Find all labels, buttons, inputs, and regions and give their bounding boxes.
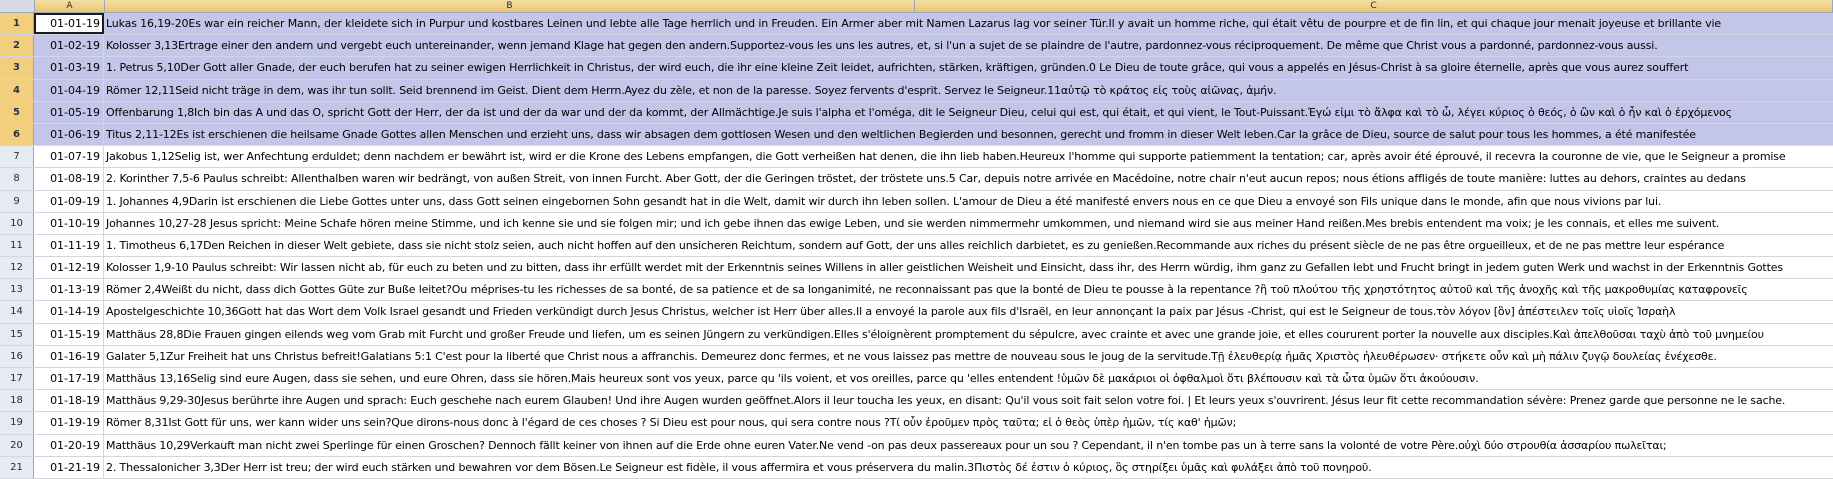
- column-header-row: [0, 0, 1833, 13]
- row-header[interactable]: 19: [0, 412, 34, 433]
- row-header[interactable]: 10: [0, 213, 34, 234]
- verse-text-cell[interactable]: 2. Korinther 7,5-6 Paulus schreibt: Allenthalben waren wir bedrängt, von außen Streit, von innen Furcht. Aber Gott, der die Geringen tröstet, der tröstete uns.5 Car, depuis notre arrivée en Macédoine, notre chair n'eut aucun repos; nous étions affligés de toute manière: luttes au dehors, craintes au dedans: [106, 172, 1746, 186]
- date-cell[interactable]: 01-17-19: [34, 368, 104, 389]
- date-cell[interactable]: 01-11-19: [34, 235, 104, 256]
- row-header[interactable]: 21: [0, 457, 34, 478]
- verse-text-cell[interactable]: Kolosser 1,9-10 Paulus schreibt: Wir lassen nicht ab, für euch zu beten und zu bitten, dass ihr erfüllt werdet mit der Erkenntnis seines Willens in aller geistlichen Weisheit und Einsicht, dass ihr, des Herrn würdig, ihm ganz zu Gefallen lebt und Frucht bringt in jedem guten Werk und wachst in der Erkenntnis Gottes: [106, 261, 1783, 275]
- verse-text-cell[interactable]: Matthäus 13,16Selig sind eure Augen, dass sie sehen, und eure Ohren, dass sie hören.Mais heureux sont vos yeux, parce qu 'ils voient, et vos oreilles, parce qu 'elles entendent !ὑμῶν δὲ μακάριοι οἱ ὀφθαλμοὶ ὅτι βλέπουσιν καὶ τὰ ὦτα ὑμῶν ὅτι ἀκούουσιν.: [106, 372, 1479, 385]
- table-row: [0, 168, 1833, 190]
- column-header-b[interactable]: B: [105, 0, 915, 12]
- date-cell[interactable]: 01-16-19: [34, 346, 104, 367]
- row-header[interactable]: 15: [0, 324, 34, 345]
- select-all-corner[interactable]: [0, 0, 35, 12]
- row-header[interactable]: 20: [0, 435, 34, 456]
- date-cell[interactable]: 01-21-19: [34, 457, 104, 478]
- table-row: [0, 435, 1833, 457]
- verse-text-cell[interactable]: Matthäus 28,8Die Frauen gingen eilends weg vom Grab mit Furcht und großer Freude und liefen, um es seinen Jüngern zu verkündigen.Elles s'éloignèrent promptement du sépulcre, avec crainte et avec une grande joie, et elles coururent porter la nouvelle aux disciples.Καὶ ἀπελθοῦσαι ταχὺ ἀπὸ τοῦ μνημείου: [106, 327, 1764, 341]
- table-row: [0, 57, 1833, 79]
- date-cell[interactable]: 01-01-19: [34, 13, 104, 34]
- rows-container: [0, 13, 1833, 479]
- table-row: [0, 368, 1833, 390]
- date-cell[interactable]: 01-18-19: [34, 390, 104, 411]
- date-cell[interactable]: 01-20-19: [34, 435, 104, 456]
- table-row: [0, 146, 1833, 168]
- verse-text-cell[interactable]: Matthäus 9,29-30Jesus berührte ihre Augen und sprach: Euch geschehe nach eurem Glauben! Und ihre Augen wurden geöffnet.Alors il leur toucha les yeux, en disant: Qu'il vous soit fait selon votre foi. | Et leurs yeux s'ouvrirent. Jésus leur fit cette recommandation sévère: Prenez garde que personne ne le sache.: [106, 394, 1786, 408]
- row-header[interactable]: 7: [0, 146, 34, 167]
- verse-text-cell[interactable]: Römer 12,11Seid nicht träge in dem, was ihr tun sollt. Seid brennend im Geist. Dient dem Herrn.Ayez du zèle, et non de la paresse. Soyez fervents d'esprit. Servez le Seigneur.11αὐτῷ τὸ κράτος εἰς τοὺς αἰῶνας, ἀμήν.: [104, 80, 1833, 101]
- verse-text-cell[interactable]: 1. Petrus 5,10Der Gott aller Gnade, der euch berufen hat zu seiner ewigen Herrlichkeit in Christus, der wird euch, die ihr eine kleine Zeit leidet, aufrichten, stärken, kräftigen, gründen.0 Le Dieu de toute grâce, qui vous a appelés en Jésus-Christ à sa gloire éternelle, après que vous aurez souffert: [104, 57, 1833, 78]
- row-header[interactable]: 17: [0, 368, 34, 389]
- verse-text-cell[interactable]: Johannes 10,27-28 Jesus spricht: Meine Schafe hören meine Stimme, und ich kenne sie und sie folgen mir; und ich gebe ihnen das ewige Leben, und sie werden nimmermehr umkommen, und niemand wird sie aus meiner Hand reißen.Mes brebis entendent ma voix; je les connais, et elles me suivent.: [106, 216, 1720, 230]
- row-header[interactable]: 3: [0, 57, 34, 78]
- verse-text-cell[interactable]: 2. Thessalonicher 3,3Der Herr ist treu; der wird euch stärken und bewahren vor dem Bösen.Le Seigneur est fidèle, il vous affermira et vous préservera du malin.3Πιστὸς δέ ἐστιν ὁ κύριος, ὃς στηρίξει ὑμᾶς καὶ φυλάξει ἀπὸ τοῦ πονηροῦ.: [106, 460, 1372, 474]
- date-cell[interactable]: 01-06-19: [34, 124, 104, 145]
- verse-text-cell[interactable]: 1. Johannes 4,9Darin ist erschienen die Liebe Gottes unter uns, dass Gott seinen eingebornen Sohn gesandt hat in die Welt, damit wir durch ihn leben sollen. L'amour de Dieu a été manifesté envers nous en ce que Dieu a envoyé son Fils unique dans le monde, afin que nous vivions par lui.: [106, 194, 1662, 208]
- row-header[interactable]: 6: [0, 124, 34, 145]
- table-row: [0, 279, 1833, 301]
- table-row: [0, 35, 1833, 57]
- table-row: [0, 301, 1833, 323]
- column-header-c[interactable]: C: [915, 0, 1833, 12]
- row-header[interactable]: 8: [0, 168, 34, 189]
- table-row: [0, 412, 1833, 434]
- table-row: [0, 257, 1833, 279]
- verse-text-cell[interactable]: Offenbarung 1,8Ich bin das A und das O, spricht Gott der Herr, der da ist und der da war und der da kommt, der Allmächtige.Je suis l'alpha et l'oméga, dit le Seigneur Dieu, celui qui est, qui était, et qui vient, le Tout-Puissant.Ἐγώ εἰμι τὸ ἄλφα καὶ τὸ ὦ, λέγει κύριος ὁ θεός, ὁ ὢν καὶ ὁ ἦν καὶ ὁ ἐρχόμενος: [104, 102, 1833, 123]
- verse-text-cell[interactable]: Apostelgeschichte 10,36Gott hat das Wort dem Volk Israel gesandt und Frieden verkündigt durch Jesus Christus, welcher ist Herr über alles.Il a envoyé la parole aux fils d'Israël, en leur annonçant la paix par Jésus -Christ, qui est le Seigneur de tous.τὸν λόγον [ὃν] ἀπέστειλεν τοῖς υἱοῖς Ἰσραὴλ: [106, 305, 1676, 319]
- verse-text-cell[interactable]: Jakobus 1,12Selig ist, wer Anfechtung erduldet; denn nachdem er bewährt ist, wird er die Krone des Lebens empfangen, die Gott verheißen hat denen, die ihn lieb haben.Heureux l'homme qui supporte patiemment la tentation; car, après avoir été éprouvé, il recevra la couronne de vie, que le Seigneur a promise: [106, 150, 1786, 164]
- row-header[interactable]: 1: [0, 13, 34, 34]
- verse-text-cell[interactable]: Galater 5,1Zur Freiheit hat uns Christus befreit!Galatians 5:1 C'est pour la liberté que Christ nous a affranchis. Demeurez donc fermes, et ne vous laissez pas mettre de nouveau sous le joug de la servitude.Τῇ ἐλευθερίᾳ ἡμᾶς Χριστὸς ἠλευθέρωσεν· στήκετε οὖν καὶ μὴ πάλιν ζυγῷ δουλείας ἐνέχεσθε.: [106, 349, 1717, 363]
- verse-text-cell[interactable]: 1. Timotheus 6,17Den Reichen in dieser Welt gebiete, dass sie nicht stolz seien, auch nicht hoffen auf den unsicheren Reichtum, sondern auf Gott, der uns alles reichlich darbietet, es zu genießen.Recommande aux riches du présent siècle de ne pas être orgueilleux, et de ne pas mettre leur espérance: [106, 238, 1725, 252]
- date-cell[interactable]: 01-02-19: [34, 35, 104, 56]
- table-row: [0, 457, 1833, 479]
- table-row: [0, 390, 1833, 412]
- date-cell[interactable]: 01-19-19: [34, 412, 104, 433]
- table-row: [0, 191, 1833, 213]
- date-cell[interactable]: 01-10-19: [34, 213, 104, 234]
- verse-text-cell[interactable]: Römer 8,31Ist Gott für uns, wer kann wider uns sein?Que dirons-nous donc à l'égard de ces choses ? Si Dieu est pour nous, qui sera contre nous ?Τί οὖν ἐροῦμεν πρὸς ταῦτα; εἰ ὁ θεὸς ὑπὲρ ἡμῶν, τίς καθ' ἡμῶν;: [106, 416, 1237, 430]
- date-cell[interactable]: 01-14-19: [34, 301, 104, 322]
- date-cell[interactable]: 01-09-19: [34, 191, 104, 212]
- table-row: [0, 346, 1833, 368]
- date-cell[interactable]: 01-13-19: [34, 279, 104, 300]
- table-row: [0, 124, 1833, 146]
- date-cell[interactable]: 01-12-19: [34, 257, 104, 278]
- date-cell[interactable]: 01-07-19: [34, 146, 104, 167]
- table-row: [0, 13, 1833, 35]
- row-header[interactable]: 14: [0, 301, 34, 322]
- date-cell[interactable]: 01-08-19: [34, 168, 104, 189]
- row-header[interactable]: 2: [0, 35, 34, 56]
- row-header[interactable]: 4: [0, 80, 34, 101]
- row-header[interactable]: 13: [0, 279, 34, 300]
- row-header[interactable]: 11: [0, 235, 34, 256]
- table-row: [0, 102, 1833, 124]
- column-header-a[interactable]: A: [35, 0, 105, 12]
- verse-text-cell[interactable]: Lukas 16,19-20Es war ein reicher Mann, der kleidete sich in Purpur und kostbares Leinen und lebte alle Tage herrlich und in Freuden. Ein Armer aber mit Namen Lazarus lag vor seiner Tür.Il y avait un homme riche, qui était vêtu de pourpre et de fin lin, et qui chaque jour menait joyeuse et brillante vie: [104, 13, 1833, 34]
- date-cell[interactable]: 01-15-19: [34, 324, 104, 345]
- date-cell[interactable]: 01-05-19: [34, 102, 104, 123]
- table-row: [0, 80, 1833, 102]
- table-row: [0, 235, 1833, 257]
- table-row: [0, 324, 1833, 346]
- verse-text-cell[interactable]: Römer 2,4Weißt du nicht, dass dich Gottes Güte zur Buße leitet?Ou méprises-tu les richesses de sa bonté, de sa patience et de sa longanimité, ne reconnaissant pas que la bonté de Dieu te pousse à la repentance ?ἢ τοῦ πλούτου τῆς χρηστότητος αὐτοῦ καὶ τῆς ἀνοχῆς καὶ τῆς μακροθυμίας καταφρονεῖς: [106, 283, 1748, 297]
- date-cell[interactable]: 01-03-19: [34, 57, 104, 78]
- verse-text-cell[interactable]: Kolosser 3,13Ertrage einer den andern und vergebt euch untereinander, wenn jemand Klage hat gegen den andern.Supportez-vous les uns les autres, et, si l'un a sujet de se plaindre de l'autre, pardonnez-vous réciproquement. De même que Christ vous a pardonné, pardonnez-vous aussi.: [104, 35, 1833, 56]
- row-header[interactable]: 12: [0, 257, 34, 278]
- verse-text-cell[interactable]: Titus 2,11-12Es ist erschienen die heilsame Gnade Gottes allen Menschen und erzieht uns, dass wir absagen dem gottlosen Wesen und den weltlichen Begierden und besonnen, gerecht und fromm in dieser Welt leben.Car la grâce de Dieu, source de salut pour tous les hommes, a été manifestée: [104, 124, 1833, 145]
- row-header[interactable]: 16: [0, 346, 34, 367]
- row-header[interactable]: 5: [0, 102, 34, 123]
- row-header[interactable]: 9: [0, 191, 34, 212]
- date-cell[interactable]: 01-04-19: [34, 80, 104, 101]
- row-header[interactable]: 18: [0, 390, 34, 411]
- verse-text-cell[interactable]: Matthäus 10,29Verkauft man nicht zwei Sperlinge für einen Groschen? Dennoch fällt keiner von ihnen auf die Erde ohne euren Vater.Ne vend -on pas deux passereaux pour un sou ? Cependant, il n'en tombe pas un à terre sans la volonté de votre Père.οὐχὶ δύο στρουθία ἀσσαρίου πωλεῖται;: [106, 438, 1667, 452]
- table-row: [0, 213, 1833, 235]
